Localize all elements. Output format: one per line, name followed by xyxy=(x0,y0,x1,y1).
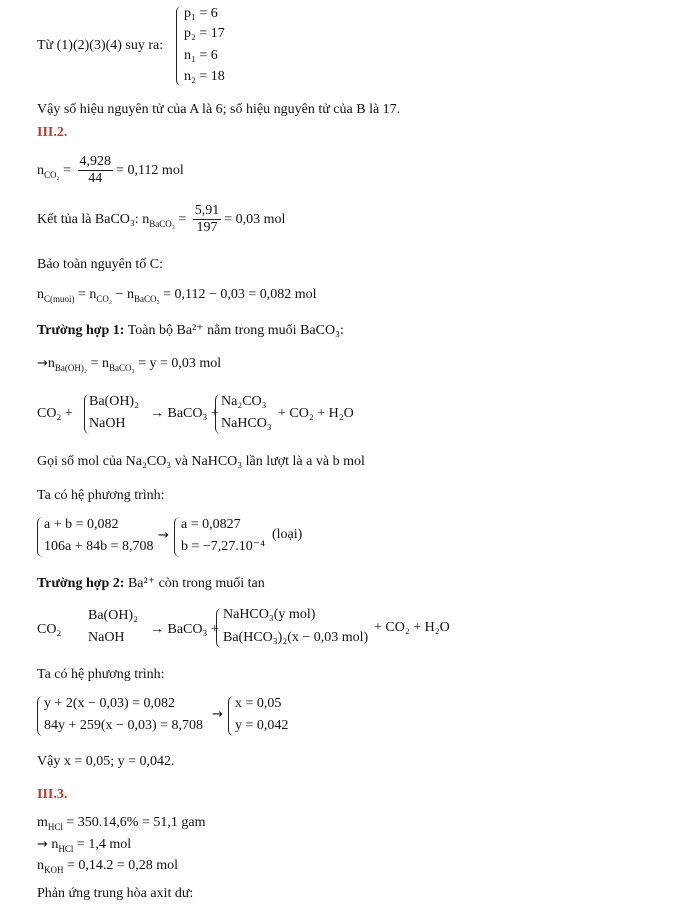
heading-III2: III.2. xyxy=(37,125,68,140)
rx2-right: + CO₂ + H₂O xyxy=(374,620,450,635)
brace xyxy=(174,517,180,557)
nco2-formula: $n_{CO_2}$ = $\frac{4,928}{44}$ = 0,112 mol xyxy=(37,154,184,187)
th1-eq: $\to n_{Ba(OH)_2} = n_{BaCO_3} = y = 0,03$ mol xyxy=(37,356,222,373)
brace xyxy=(176,6,183,86)
hpt2-y: y = 0,042 xyxy=(235,718,289,733)
sys1-n2: n₂ = 18 xyxy=(184,69,225,84)
loai-label: (loại) xyxy=(272,527,303,542)
rx2-bahco3: Ba(HCO₃)₂(x − 0,03 mol) xyxy=(223,630,369,645)
heading-III3: III.3. xyxy=(37,787,68,802)
mhcl-line: $m_{HCl} = 350.14,6\% = 51,1$ gam xyxy=(37,815,206,832)
th1-line: Trường hợp 1: Toàn bộ Ba²⁺ nằm trong muối BaCO₃: xyxy=(37,323,344,338)
taco1-line: Ta có hệ phương trình: xyxy=(37,488,165,503)
brace xyxy=(37,517,43,557)
sys1-n1: n₁ = 6 xyxy=(184,48,218,63)
sys1-p2: p₂ = 17 xyxy=(184,26,225,41)
rx1-right: + CO₂ + H₂O xyxy=(278,406,354,421)
rx2-left: CO₂ xyxy=(37,622,62,637)
taco2-line: Ta có hệ phương trình: xyxy=(37,667,165,682)
rx2-naoh: NaOH xyxy=(88,630,125,645)
brace xyxy=(37,696,43,736)
sys1-p1: p₁ = 6 xyxy=(184,6,218,21)
rx2-mid: → BaCO₃ + xyxy=(150,622,219,637)
rx1-mid: → BaCO₃ + xyxy=(150,406,219,421)
rx2-nahco3: NaHCO₃(y mol) xyxy=(223,607,316,622)
nhcl-line: → $n_{HCl} = 1,4$ mol xyxy=(37,837,132,854)
vay-line: Vậy x = 0,05; y = 0,042. xyxy=(37,754,175,769)
baotoan-line: Bảo toàn nguyên tố C: xyxy=(37,257,163,272)
rx1-na2co3: Na₂CO₃ xyxy=(221,394,267,409)
hpt2-arrow: → xyxy=(212,707,223,722)
hpt1-eq2: 106a + 84b = 8,708 xyxy=(44,539,154,554)
kettua-formula: Kết tủa là BaCO₃: $n_{BaCO_3}$ = $\frac{5,91}{197}$ = 0,03 mol xyxy=(37,203,286,236)
goi-line: Gọi số mol của Na₂CO₃ và NaHCO₃ lần lượt là a và b mol xyxy=(37,454,365,469)
phanung-line: Phản ứng trung hòa axit dư: xyxy=(37,886,194,901)
rx1-naoh: NaOH xyxy=(89,416,126,431)
rx1-left: CO₂ + xyxy=(37,406,73,421)
nc-formula: $n_{C(muoi)} = n_{CO_2} - n_{BaCO_3} = 0,112 - 0,03 = 0,082$ mol xyxy=(37,287,317,304)
hpt1-a: a = 0,0827 xyxy=(181,517,241,532)
hpt1-arrow: → xyxy=(158,528,169,543)
nkoh-line: $n_{KOH} = 0,14.2 = 0,28$ mol xyxy=(37,858,179,875)
hpt2-eq1: y + 2(x − 0,03) = 0,082 xyxy=(44,696,176,711)
hpt1-eq1: a + b = 0,082 xyxy=(44,517,119,532)
rx1-baoh2: Ba(OH)₂ xyxy=(89,394,139,409)
intro-line xyxy=(37,37,163,55)
rx2-baoh2: Ba(OH)₂ xyxy=(88,608,138,623)
conclusion-line: Vậy số hiệu nguyên tử của A là 6; số hiệu nguyên tử của B là 17. xyxy=(37,102,401,117)
hpt1-b: b = −7,27.10⁻⁴ xyxy=(181,539,266,554)
hpt2-x: x = 0,05 xyxy=(235,696,282,711)
brace xyxy=(216,608,222,648)
nbaco3-fraction: $\frac{5,91}{197}$ xyxy=(194,203,220,236)
rx1-nahco3: NaHCO₃ xyxy=(221,416,272,431)
intro-text: Từ (1)(2)(3)(4) suy ra: xyxy=(37,38,164,53)
brace xyxy=(228,696,234,736)
hpt2-eq2: 84y + 259(x − 0,03) = 8,708 xyxy=(44,718,204,733)
th2-line: Trường hợp 2: Ba²⁺ còn trong muối tan xyxy=(37,576,265,591)
nco2-fraction: $\frac{4,928}{44}$ xyxy=(79,154,112,187)
